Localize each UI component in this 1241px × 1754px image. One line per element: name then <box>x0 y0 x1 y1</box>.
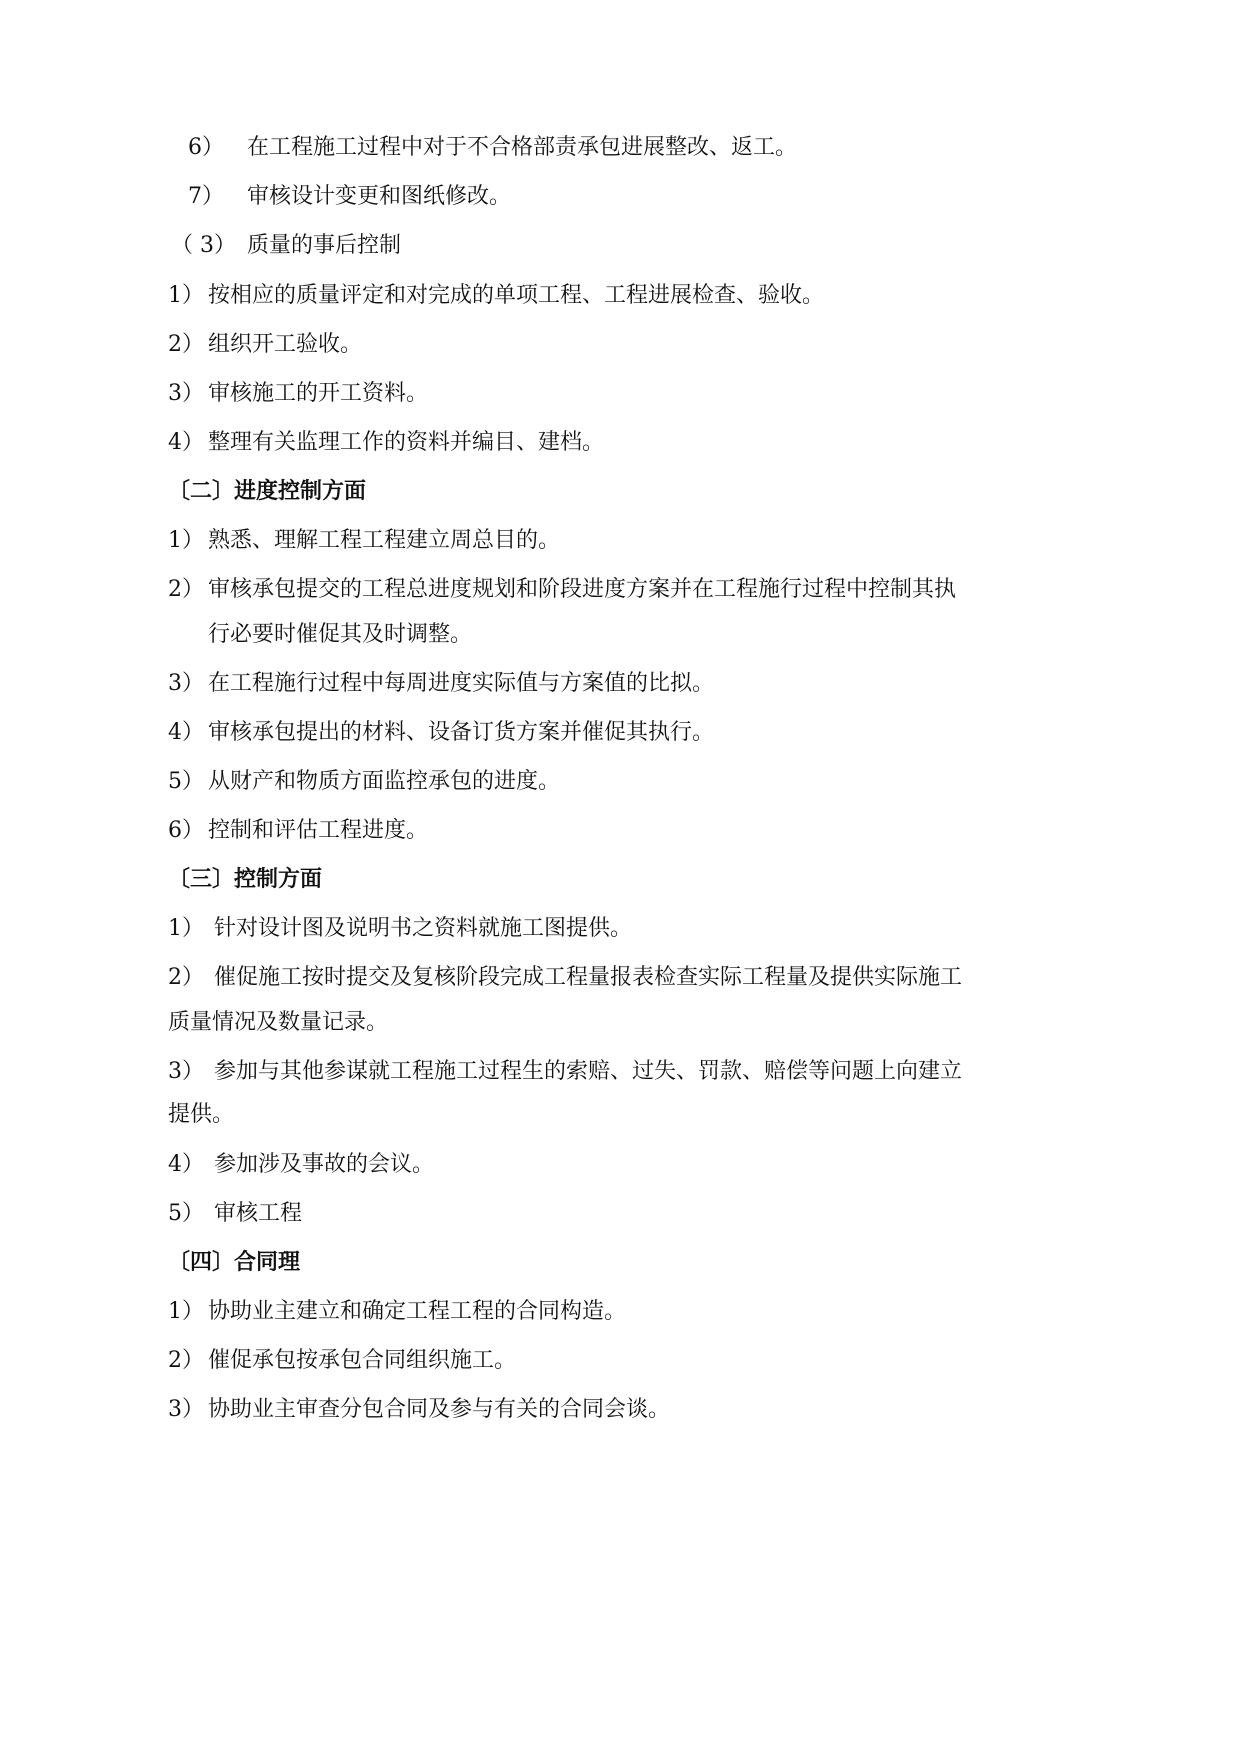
list-item-continuation: 提供。 <box>168 1102 235 1127</box>
item-number: 1） <box>168 1299 204 1324</box>
item-number: 1） <box>168 916 204 941</box>
item-number: 6） <box>188 135 224 160</box>
item-number: 2） <box>168 577 204 602</box>
item-text: 协助业主审查分包合同及参与有关的合同会谈。 <box>208 1397 671 1422</box>
section-heading: 〔二〕进度控制方面 <box>168 479 367 504</box>
item-number: 4） <box>168 720 204 745</box>
item-number: 1） <box>168 283 204 308</box>
item-number: 3） <box>168 381 204 406</box>
item-number: 2） <box>168 965 204 990</box>
item-text: 针对设计图及说明书之资料就施工图提供。 <box>214 916 633 941</box>
item-text: 组织开工验收。 <box>208 332 363 357</box>
item-text: 整理有关监理工作的资料并编目、建档。 <box>208 430 605 455</box>
section-heading: 〔三〕控制方面 <box>168 867 323 892</box>
item-number: 5） <box>168 1201 204 1226</box>
item-text: 审核承包提交的工程总进度规划和阶段进度方案并在工程施行过程中控制其执 <box>208 577 957 602</box>
item-text: 审核设计变更和图纸修改。 <box>247 184 512 209</box>
item-number: 3） <box>168 671 204 696</box>
item-text: 从财产和物质方面监控承包的进度。 <box>208 769 561 794</box>
item-text: 按相应的质量评定和对完成的单项工程、工程进展检查、验收。 <box>208 283 825 308</box>
item-number: 4） <box>168 1152 204 1177</box>
list-item-continuation: 质量情况及数量记录。 <box>168 1010 389 1035</box>
item-number: 7） <box>188 184 224 209</box>
item-text: 审核工程 <box>214 1201 303 1226</box>
list-item-continuation: 行必要时催促其及时调整。 <box>208 622 473 647</box>
item-number: 1） <box>168 528 204 553</box>
item-number: 6） <box>168 818 204 843</box>
item-text: 催促承包按承包合同组织施工。 <box>208 1348 517 1373</box>
section-heading: 〔四〕合同理 <box>168 1250 301 1275</box>
item-number: 2） <box>168 1348 204 1373</box>
item-text: 审核承包提出的材料、设备订货方案并催促其执行。 <box>208 720 715 745</box>
item-text: 催促施工按时提交及复核阶段完成工程量报表检查实际工程量及提供实际施工 <box>214 965 963 990</box>
item-text: 在工程施工过程中对于不合格部责承包进展整改、返工。 <box>247 135 798 160</box>
item-text: 审核施工的开工资料。 <box>208 381 429 406</box>
item-number: 2） <box>168 332 204 357</box>
item-number: 4） <box>168 430 204 455</box>
item-text: 在工程施行过程中每周进度实际值与方案值的比拟。 <box>208 671 715 696</box>
item-number: （ 3） <box>171 233 236 258</box>
item-text: 参加涉及事故的会议。 <box>214 1152 435 1177</box>
item-text: 控制和评估工程进度。 <box>208 818 429 843</box>
item-text: 熟悉、理解工程工程建立周总目的。 <box>208 528 561 553</box>
item-text: 质量的事后控制 <box>247 233 402 258</box>
item-number: 3） <box>168 1397 204 1422</box>
item-text: 参加与其他参谋就工程施工过程生的索赔、过失、罚款、赔偿等问题上向建立 <box>214 1059 963 1084</box>
item-number: 5） <box>168 769 204 794</box>
item-text: 协助业主建立和确定工程工程的合同构造。 <box>208 1299 627 1324</box>
item-number: 3） <box>168 1059 204 1084</box>
